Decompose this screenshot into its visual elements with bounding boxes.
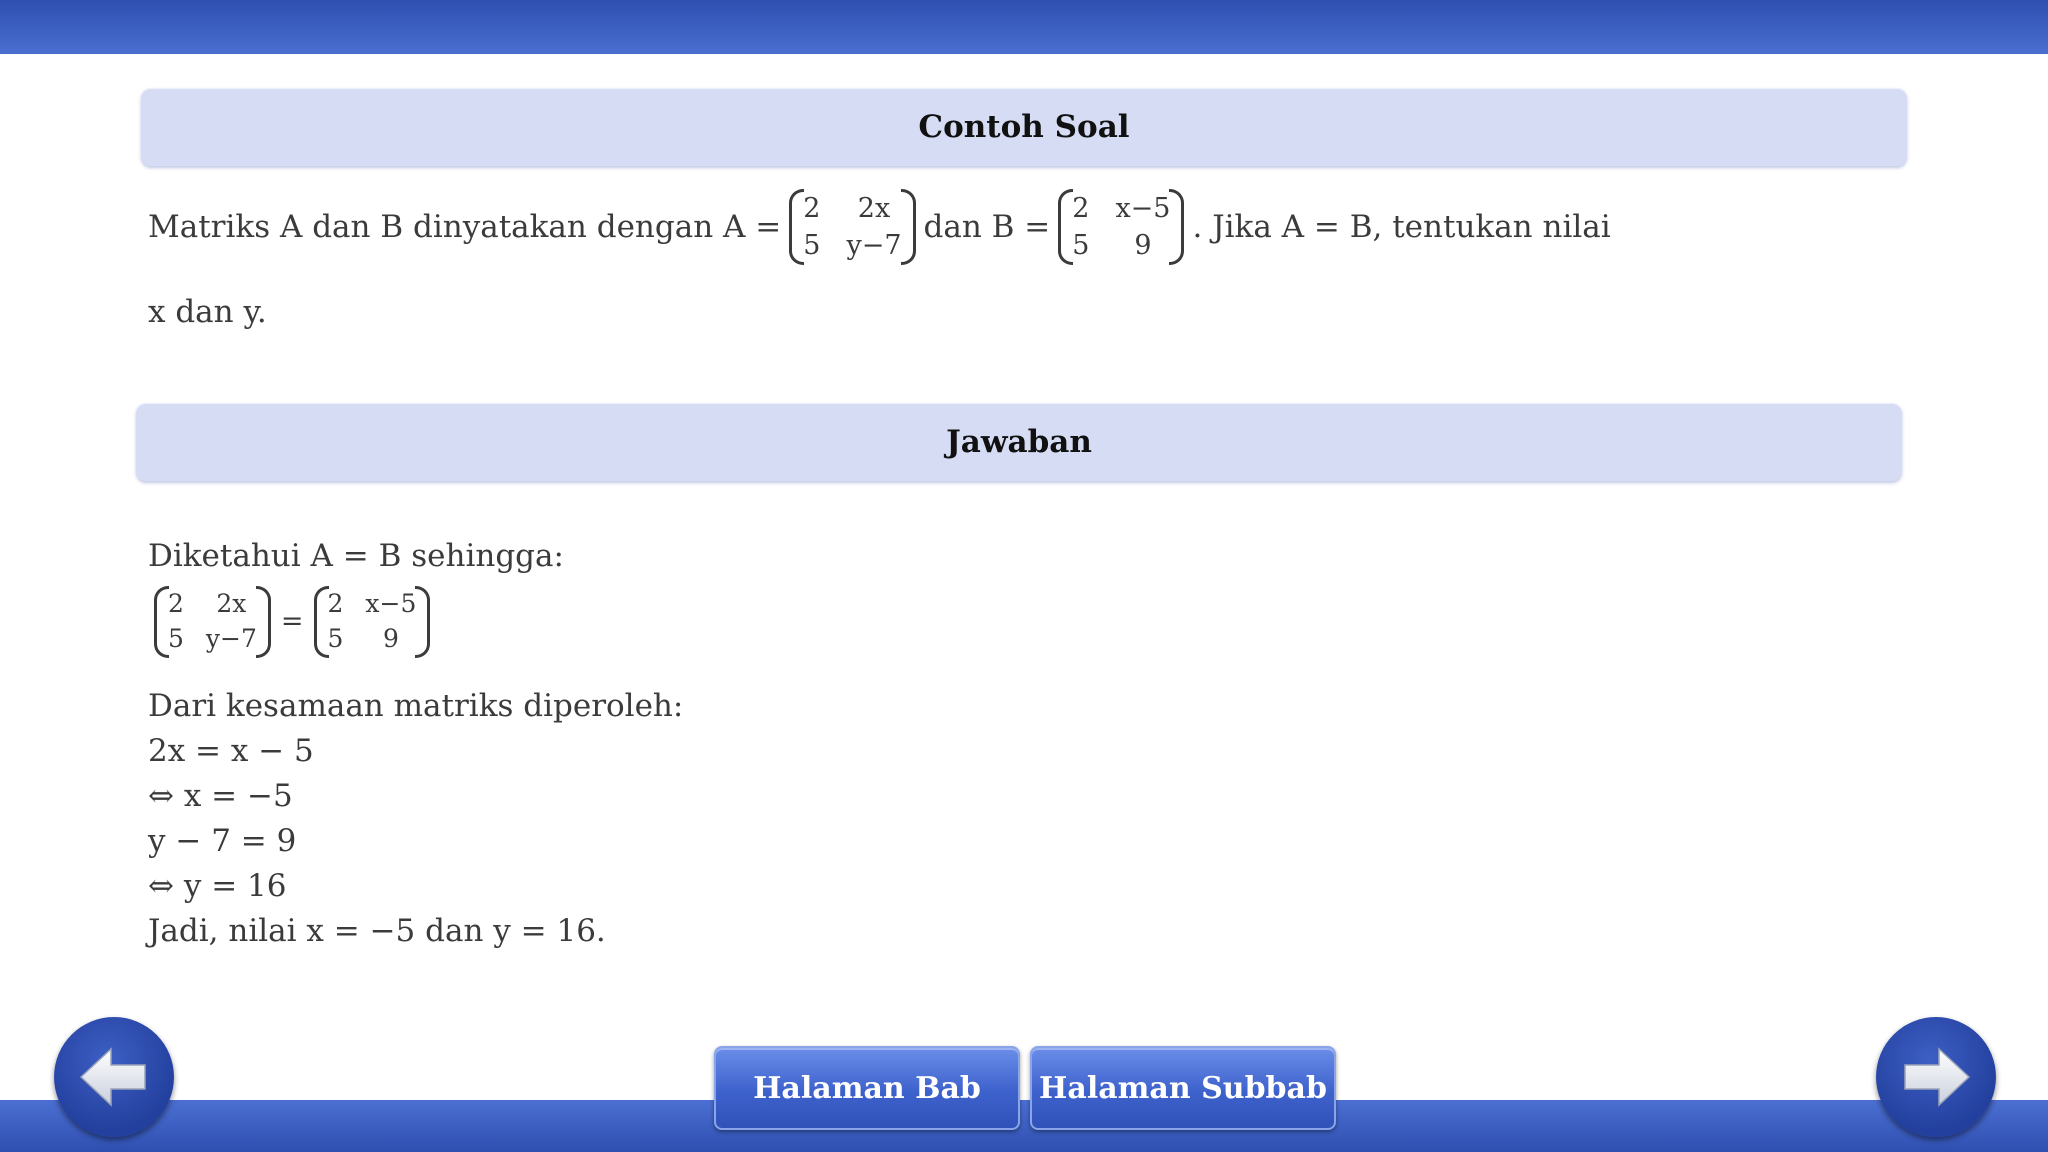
equals-sign: = [280, 606, 304, 638]
answer-intro: Diketahui A = B sehingga: [148, 538, 564, 574]
question-matrix-b [1058, 193, 1184, 261]
example-header [141, 88, 1907, 166]
answer-matrix-equation [146, 590, 438, 654]
question-line-2: x dan y. [148, 294, 267, 330]
matrix-cell: 5 [327, 623, 344, 653]
matrix-cell: 5 [1072, 230, 1090, 262]
matrix-cell: y−7 [846, 230, 902, 262]
answer-header [136, 403, 1902, 481]
chapter-page-button[interactable] [714, 1046, 1020, 1130]
matrix-cell: 2 [168, 589, 184, 618]
arrow-left-icon [79, 1047, 149, 1107]
step-1: 2x = x − 5 [148, 733, 314, 769]
previous-button[interactable] [54, 1017, 174, 1137]
matrix-cell: 2 [327, 589, 344, 618]
subchapter-page-button[interactable] [1030, 1046, 1336, 1130]
next-button[interactable] [1876, 1017, 1996, 1137]
question-text-part2: dan B = [923, 209, 1051, 246]
matrix-cell: 9 [1134, 230, 1152, 262]
answer-header-title: Jawaban [946, 424, 1092, 460]
answer-matrix-b [314, 590, 431, 654]
chapter-page-label: Halaman Bab [753, 1070, 981, 1106]
matrix-cell: 2 [803, 193, 821, 224]
step-3: y − 7 = 9 [148, 823, 297, 859]
top-bar [0, 0, 2048, 54]
matrix-cell: 5 [168, 623, 184, 653]
matrix-cell: x−5 [365, 589, 417, 618]
question-text-part3: . Jika A = B, tentukan nilai [1192, 209, 1611, 246]
question-line-1 [148, 193, 1611, 261]
example-header-title: Contoh Soal [918, 109, 1130, 145]
subchapter-page-label: Halaman Subbab [1039, 1070, 1327, 1106]
matrix-cell: x−5 [1115, 193, 1171, 224]
bottom-bar [0, 1100, 2048, 1152]
question-matrix-a [789, 193, 915, 261]
conclusion: Jadi, nilai x = −5 dan y = 16. [148, 913, 606, 949]
step-4: ⇔ y = 16 [148, 868, 287, 904]
matrix-cell: y−7 [205, 623, 257, 653]
question-text-part1: Matriks A dan B dinyatakan dengan A = [148, 209, 782, 246]
step-2: ⇔ x = −5 [148, 778, 293, 814]
matrix-cell: 5 [803, 230, 821, 262]
matrix-cell: 9 [382, 623, 399, 653]
answer-matrix-a [154, 590, 271, 654]
derived-label: Dari kesamaan matriks diperoleh: [148, 688, 684, 724]
matrix-cell: 2 [1072, 193, 1090, 224]
arrow-right-icon [1901, 1047, 1971, 1107]
matrix-cell: 2x [857, 193, 891, 224]
matrix-cell: 2x [216, 589, 247, 618]
